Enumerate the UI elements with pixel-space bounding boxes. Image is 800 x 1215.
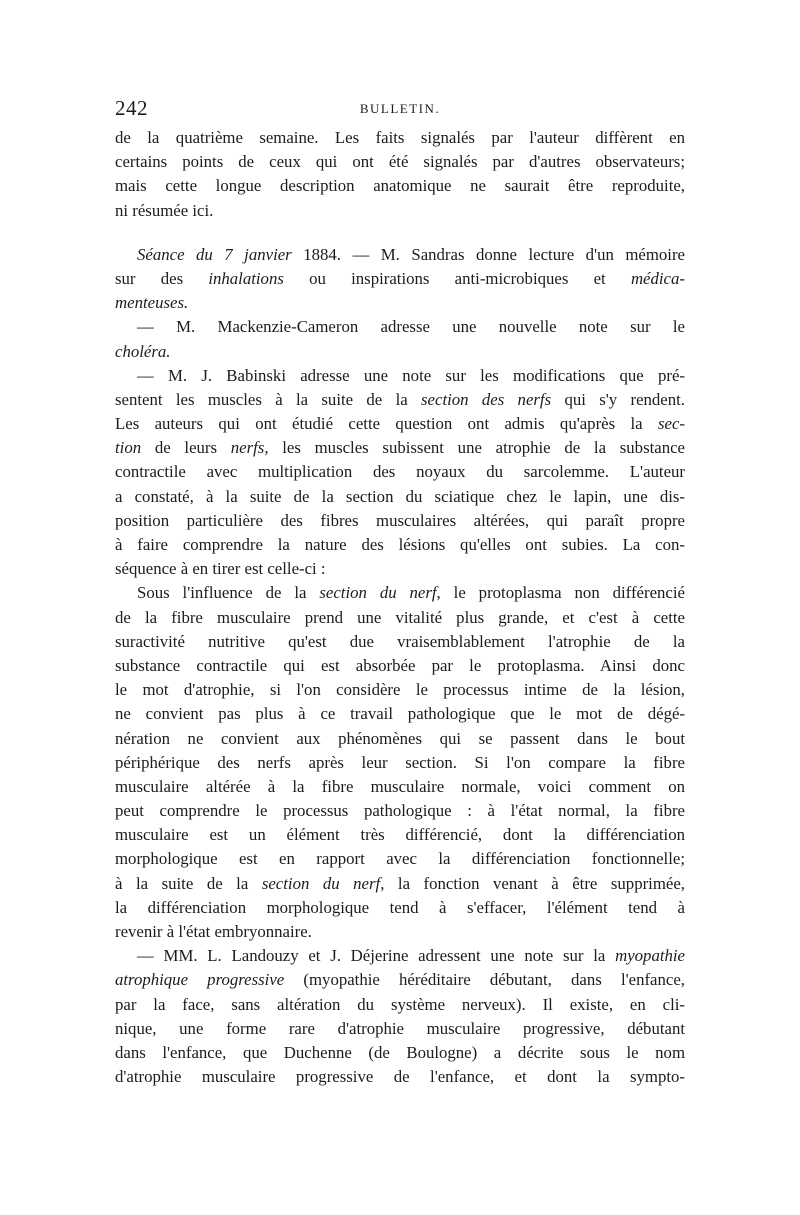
text-line: contractile avec multiplication des noyaux du sarcolemme. L'auteur <box>115 462 685 482</box>
text-line: menteuses. <box>115 293 189 313</box>
text-line: le mot d'atrophie, si l'on considère le processus intime de la lésion, <box>115 680 685 700</box>
text-line: sentent les muscles à la suite de la section des nerfs qui s'y rendent. <box>115 389 685 409</box>
text-line: certains points de ceux qui ont été signalés par d'autres observateurs; <box>115 152 685 172</box>
text-line: a constaté, à la suite de la section du sciatique chez le lapin, une dis- <box>115 486 685 506</box>
text-line: par la face, sans altération du système nerveux). Il existe, en cli- <box>115 994 685 1014</box>
body-text <box>115 126 685 1089</box>
document-page <box>115 96 685 1089</box>
text-line: — M. J. Babinski adresse une note sur les modifications que pré- <box>137 365 685 385</box>
text-line: peut comprendre le processus pathologique : à l'état normal, la fibre <box>115 801 685 821</box>
paragraph-gap <box>115 223 685 243</box>
text-line: mais cette longue description anatomique ne saurait être reproduite, <box>115 176 685 196</box>
text-line: à faire comprendre la nature des lésions qu'elles ont subies. La con- <box>115 535 685 554</box>
text-line: d'atrophie musculaire progressive de l'enfance, et dont la sympto- <box>115 1067 685 1087</box>
text-line: position particulière des fibres musculaires altérées, qui paraît propre <box>115 510 685 530</box>
text-line: morphologique est en rapport avec la différenciation fonctionnelle; <box>115 849 685 869</box>
text-line: tion de leurs nerfs, les muscles subissent une atrophie de la substance <box>115 438 686 458</box>
text-line: — MM. L. Landouzy et J. Déjerine adressent une note sur la myopathie <box>137 946 685 966</box>
text-line: musculaire altérée à la fibre musculaire normale, voici comment on <box>115 776 685 796</box>
page-header <box>115 96 685 126</box>
text-line: dans l'enfance, que Duchenne (de Boulogne) a décrite sous le nom <box>115 1042 685 1062</box>
text-line: suractivité nutritive qu'est due vraisemblablement l'atrophie de la <box>115 631 685 651</box>
text-line: nération ne convient aux phénomènes qui se passent dans le bout <box>115 728 685 748</box>
text-line: substance contractile qui est absorbée par le protoplasma. Ainsi donc <box>115 655 685 675</box>
text-line: revenir à l'état embryonnaire. <box>115 922 312 941</box>
text-line: — M. Mackenzie-Cameron adresse une nouvelle note sur le <box>137 317 685 337</box>
text-line: ni résumée ici. <box>115 200 214 220</box>
text-line: de la quatrième semaine. Les faits signalés par l'auteur diffèrent en <box>115 128 685 147</box>
text-line: sur des inhalations ou inspirations anti-microbiques et médica- <box>115 268 685 288</box>
text-line: à la suite de la section du nerf, la fonction venant à être supprimée, <box>115 873 685 893</box>
page-number: 242 <box>115 96 148 120</box>
text-line: nique, une forme rare d'atrophie musculaire progressive, débutant <box>115 1018 685 1038</box>
text-line: ne convient pas plus à ce travail pathologique que le mot de dégé- <box>115 704 685 724</box>
running-head: BULLETIN. <box>359 101 441 116</box>
text-line: musculaire est un élément très différencié, dont la différenciation <box>115 825 685 845</box>
text-line: séquence à en tirer est celle-ci : <box>115 559 326 579</box>
text-line: de la fibre musculaire prend une vitalité plus grande, et c'est à cette <box>115 607 685 627</box>
text-line: Sous l'influence de la section du nerf, le protoplasma non différencié <box>137 583 685 603</box>
text-line: atrophique progressive (myopathie héréditaire débutant, dans l'enfance, <box>115 970 685 990</box>
text-line: périphérique des nerfs après leur section. Si l'on compare la fibre <box>115 752 685 772</box>
text-line: la différenciation morphologique tend à s'effacer, l'élément tend à <box>115 897 685 917</box>
text-line: Les auteurs qui ont étudié cette question ont admis qu'après la sec- <box>115 414 685 434</box>
text-line: choléra. <box>115 341 171 361</box>
text-line: Séance du 7 janvier 1884. — M. Sandras donne lecture d'un mémoire <box>137 244 685 264</box>
